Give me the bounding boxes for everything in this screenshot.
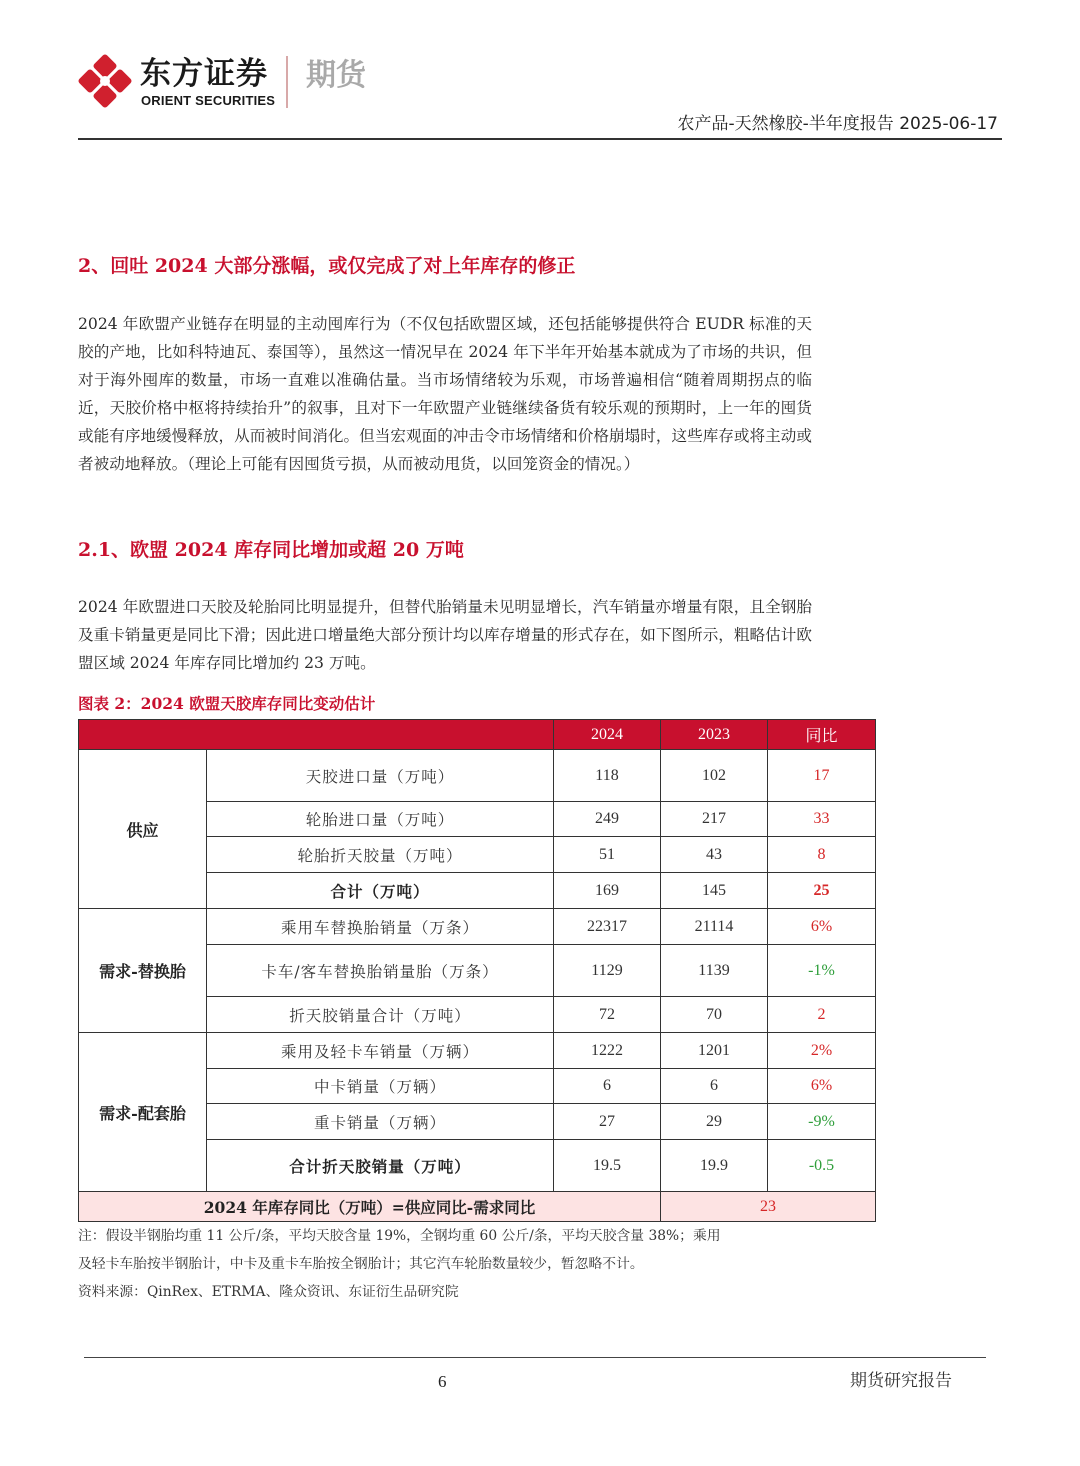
value-2023: 43	[661, 837, 768, 873]
value-yoy: 2%	[768, 1033, 876, 1069]
value-2024: 51	[554, 837, 661, 873]
section-2-1-paragraph: 2024 年欧盟进口天胶及轮胎同比明显提升，但替代胎销量未见明显增长，汽车销量亦增量有限，且全钢胎及重卡销量更是同比下滑；因此进口增量绝大部分预计均以库存增量的形式存在，如下图所示，粗略估计欧盟区域 2024 年库存同比增加约 23 万吨。	[78, 598, 812, 672]
value-2023: 29	[661, 1104, 768, 1140]
value-2023: 102	[661, 750, 768, 802]
value-yoy: 33	[768, 802, 876, 837]
value-2023: 145	[661, 873, 768, 909]
row-label: 折天胶销量合计（万吨）	[207, 997, 554, 1033]
value-yoy: 8	[768, 837, 876, 873]
value-yoy: 6%	[768, 1069, 876, 1104]
value-2023: 21114	[661, 909, 768, 945]
section-2-1-heading: 2.1、欧盟 2024 库存同比增加或超 20 万吨	[78, 539, 464, 561]
row-label: 乘用车替换胎销量（万条）	[207, 909, 554, 945]
table-header-row	[79, 720, 876, 750]
value-2024: 22317	[554, 909, 661, 945]
row-label: 合计折天胶销量（万吨）	[207, 1140, 554, 1192]
figure-title: 图表 2：2024 欧盟天胶库存同比变动估计	[78, 694, 376, 713]
brand-divider	[286, 56, 288, 108]
value-2024: 1129	[554, 945, 661, 997]
group-supply: 供应	[79, 750, 207, 909]
value-2023: 70	[661, 997, 768, 1033]
footer-divider	[84, 1357, 986, 1358]
value-2024: 72	[554, 997, 661, 1033]
brand-name-cn: 东方证券	[140, 56, 268, 92]
value-2024: 169	[554, 873, 661, 909]
value-2023: 19.9	[661, 1140, 768, 1192]
value-yoy: 6%	[768, 909, 876, 945]
value-2024: 249	[554, 802, 661, 837]
value-yoy: 2	[768, 997, 876, 1033]
table-row	[79, 909, 876, 945]
row-label: 中卡销量（万辆）	[207, 1069, 554, 1104]
row-label: 乘用及轻卡车销量（万辆）	[207, 1033, 554, 1069]
brand-name-en: ORIENT SECURITIES	[141, 93, 276, 108]
value-2024: 19.5	[554, 1140, 661, 1192]
table-row	[79, 750, 876, 802]
footer-label: 期货研究报告	[850, 1371, 952, 1391]
orient-diamond-logo-icon	[78, 54, 132, 108]
row-label: 重卡销量（万辆）	[207, 1104, 554, 1140]
value-yoy: -0.5	[768, 1140, 876, 1192]
header-blank	[79, 720, 554, 750]
report-info: 农产品-天然橡胶-半年度报告 2025-06-17	[677, 114, 998, 134]
inventory-change-value: 23	[661, 1192, 876, 1222]
value-2023: 1139	[661, 945, 768, 997]
value-2024: 6	[554, 1069, 661, 1104]
header-yoy: 同比	[768, 720, 876, 750]
section-2-heading: 2、回吐 2024 大部分涨幅，或仅完成了对上年库存的修正	[78, 255, 576, 277]
value-2023: 6	[661, 1069, 768, 1104]
table-source: 资料来源：QinRex、ETRMA、隆众资讯、东证衍生品研究院	[78, 1284, 459, 1300]
row-label: 卡车/客车替换胎销量胎（万条）	[207, 945, 554, 997]
inventory-table	[78, 719, 876, 1222]
value-2024: 1222	[554, 1033, 661, 1069]
inventory-change-label: 2024 年库存同比（万吨）=供应同比-需求同比	[79, 1192, 661, 1222]
table-row	[79, 1033, 876, 1069]
row-label: 合计（万吨）	[207, 873, 554, 909]
value-yoy: -9%	[768, 1104, 876, 1140]
page-number: 6	[438, 1372, 447, 1391]
division-label: 期货	[306, 58, 366, 93]
value-2023: 217	[661, 802, 768, 837]
value-2023: 1201	[661, 1033, 768, 1069]
header-2024: 2024	[554, 720, 661, 750]
header-divider	[78, 138, 1002, 140]
section-2-paragraph: 2024 年欧盟产业链存在明显的主动囤库行为（不仅包括欧盟区域，还包括能够提供符合 EUDR 标准的天胶的产地，比如科特迪瓦、泰国等），虽然这一情况早在 2024 年下半年开始基本就成为了市场的共识，但对于海外囤库的数量，市场一直难以准确估量。当市场情绪较为乐观，市场普遍相信“随着周期拐点的临近，天胶价格中枢将持续抬升”的叙事，且对下一年欧盟产业链继续备货有较乐观的预期时，上一年的囤货或能有序地缓慢释放，从而被时间消化。但当宏观面的冲击令市场情绪和价格崩塌时，这些库存或将主动或者被动地释放。（理论上可能有因囤货亏损，从而被动甩货，以回笼资金的情况。）	[78, 315, 812, 473]
value-2024: 118	[554, 750, 661, 802]
value-2024: 27	[554, 1104, 661, 1140]
group-replacement: 需求-替换胎	[79, 909, 207, 1033]
table-note-line-2: 及轻卡车胎按半钢胎计，中卡及重卡车胎按全钢胎计；其它汽车轮胎数量较少，暂忽略不计。	[78, 1256, 644, 1272]
value-yoy: -1%	[768, 945, 876, 997]
row-label: 轮胎折天胶量（万吨）	[207, 837, 554, 873]
header-2023: 2023	[661, 720, 768, 750]
table-note-line-1: 注：假设半钢胎均重 11 公斤/条，平均天胶含量 19%，全钢均重 60 公斤/条，平均天胶含量 38%；乘用	[78, 1228, 721, 1244]
value-yoy: 25	[768, 873, 876, 909]
group-oe: 需求-配套胎	[79, 1033, 207, 1192]
row-label: 天胶进口量（万吨）	[207, 750, 554, 802]
row-label: 轮胎进口量（万吨）	[207, 802, 554, 837]
table-footer-row	[79, 1192, 876, 1222]
value-yoy: 17	[768, 750, 876, 802]
